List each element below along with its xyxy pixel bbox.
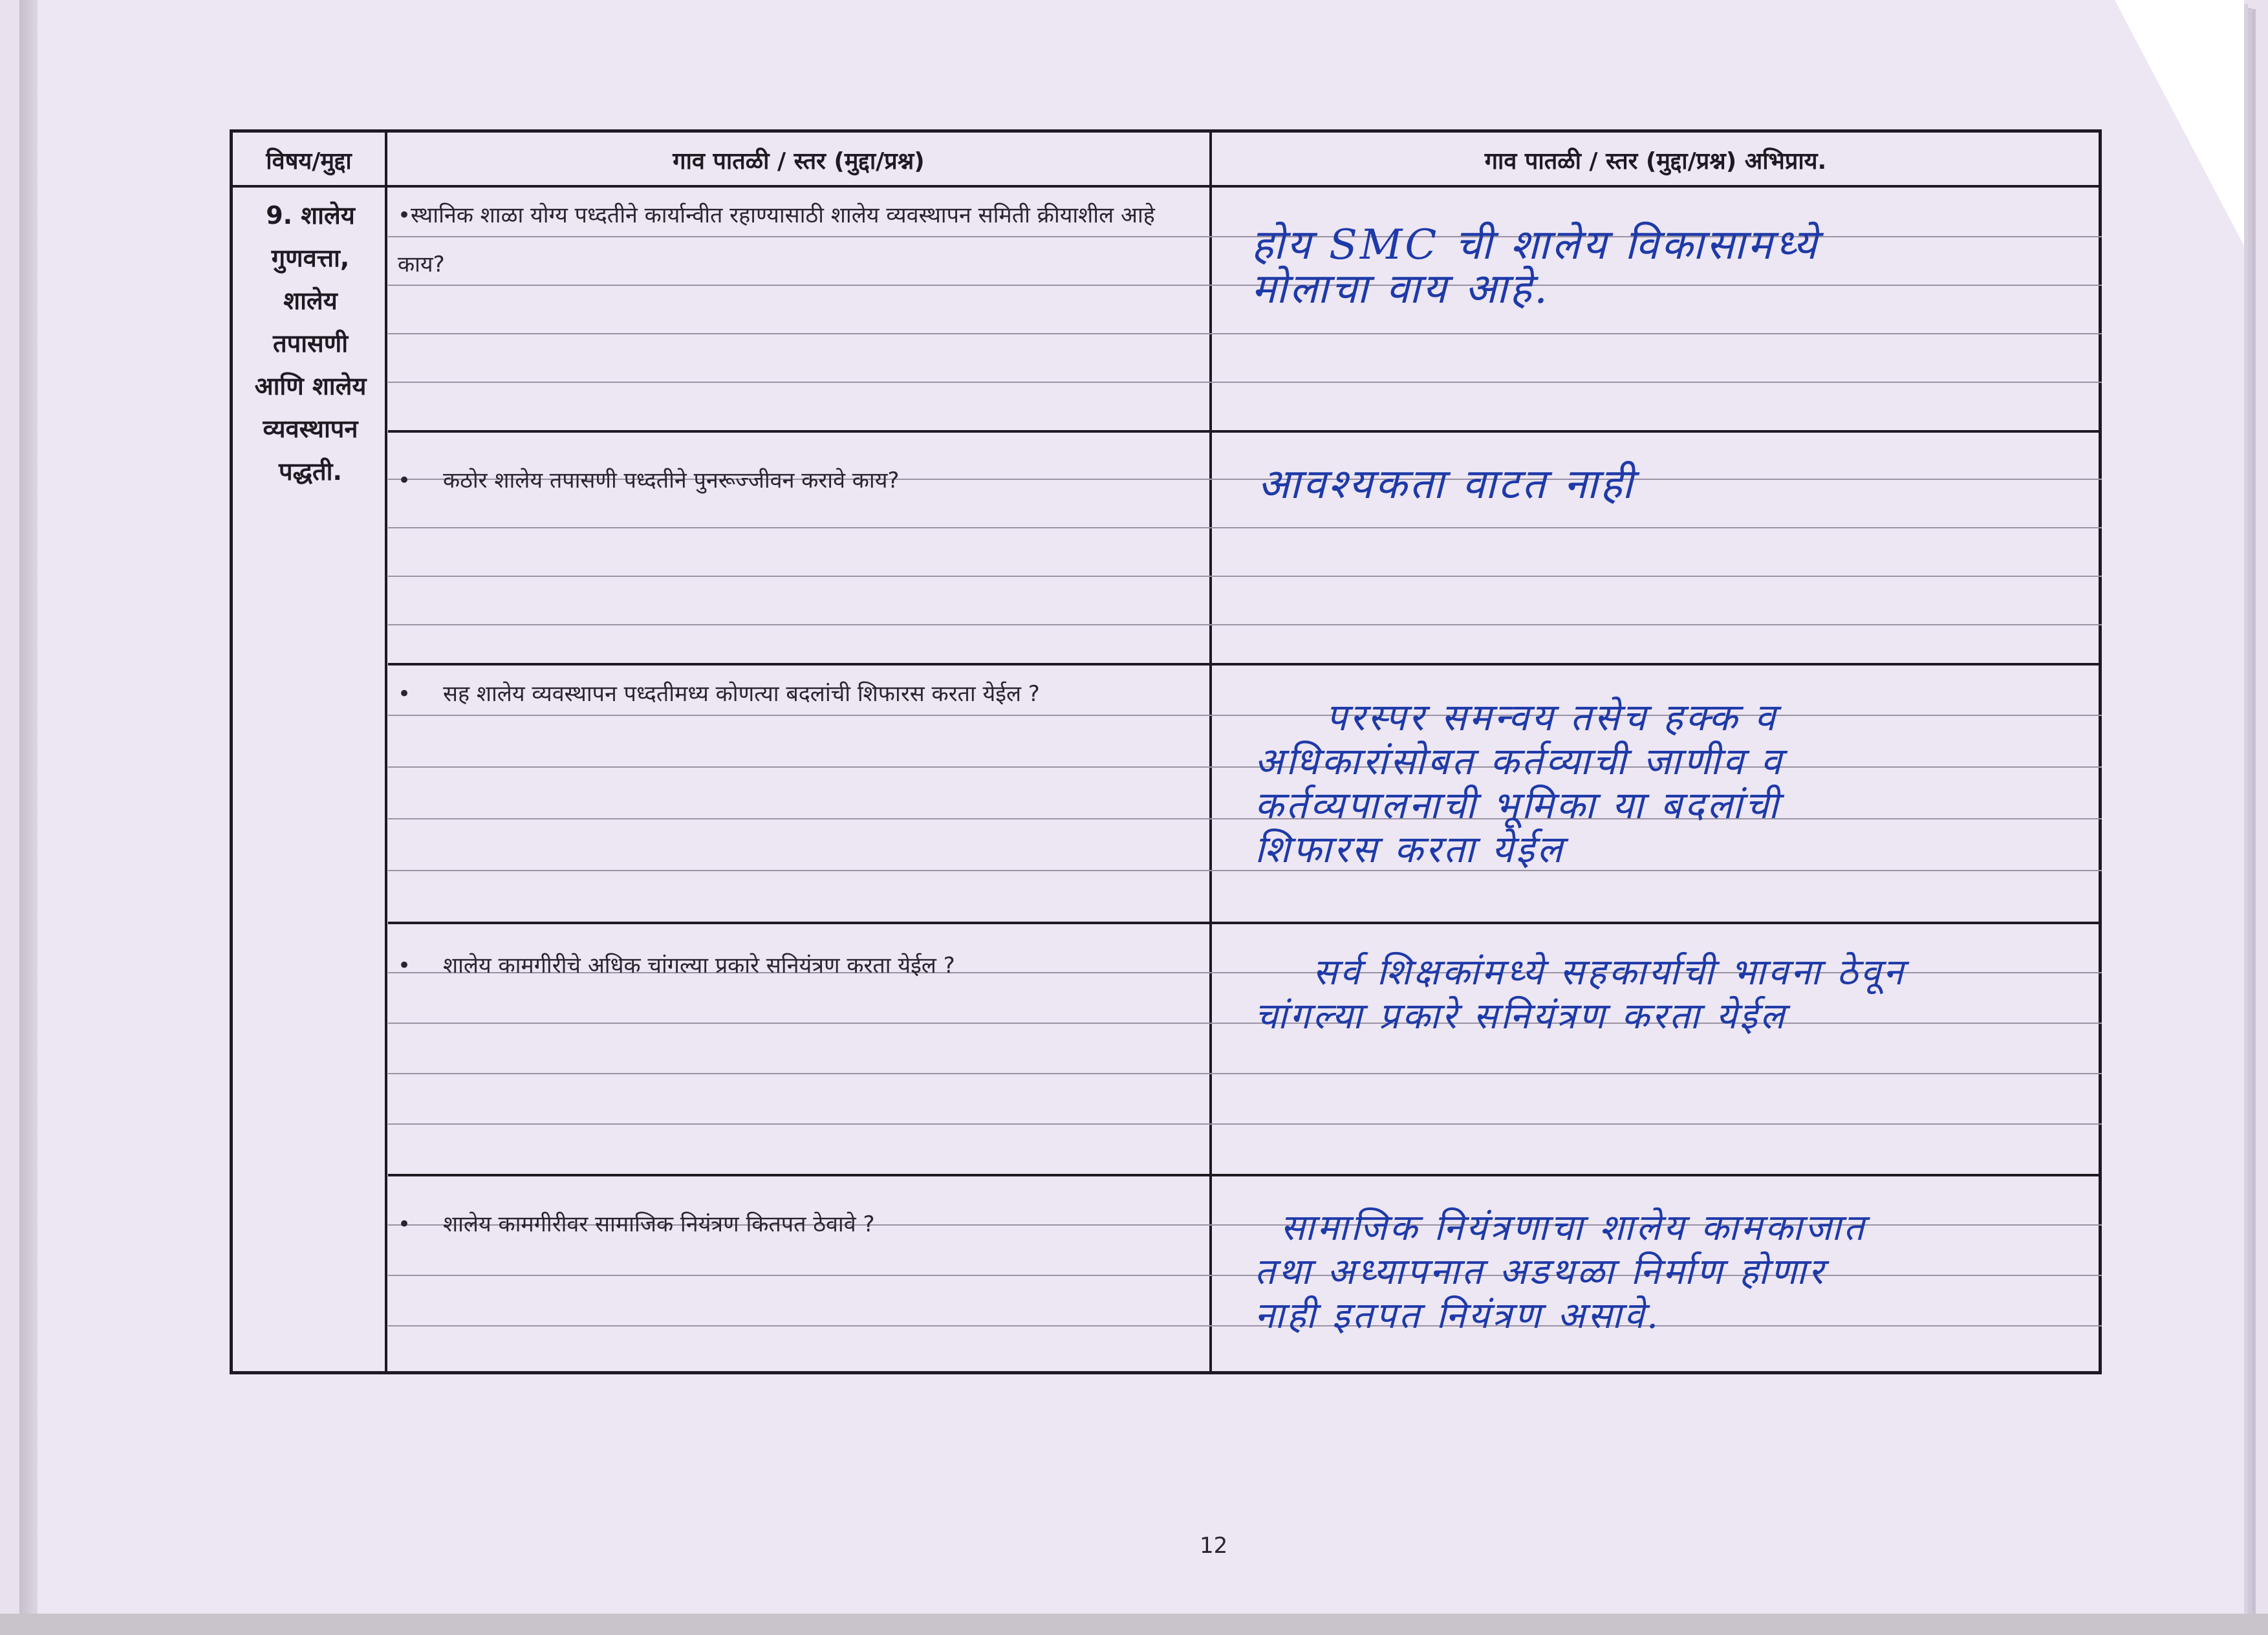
page-number: 12 [1200, 1533, 1228, 1559]
paper-stack-edge [19, 0, 38, 1614]
scanner-bottom-strip [0, 1614, 2268, 1635]
handwritten-answer: सामाजिक नियंत्रणाचा शालेय कामकाजात तथा अध्यापनात अडथळा निर्माण होणार नाही इतपत नियंत्रण असावे. [1255, 1207, 1867, 1337]
folded-corner [2115, 0, 2244, 246]
topic-cell: 9. शालेय गुणवत्ता, शालेय तपासणी आणि शालेय व्यवस्थापन पद्धती. [254, 201, 367, 486]
bullet-icon: • [398, 468, 411, 493]
table-header-row [233, 133, 2099, 188]
bullet-icon: • [398, 953, 411, 979]
handwritten-answer: होय SMC ची शालेय विकासामध्ये मोलाचा वाय आहे. [1251, 221, 1820, 313]
question-text: • सह शालेय व्यवस्थापन पध्दतीमध्य कोणत्या बदलांची शिफारस करता येईल ? [398, 669, 1174, 719]
bullet-icon: • [398, 681, 411, 707]
handwritten-answer: आवश्यकता वाटत नाही [1258, 460, 1636, 508]
handwritten-answer: परस्पर समन्वय तसेच हक्क व अधिकारांसोबत कर्तव्याची जाणीव व कर्तव्यपालनाची भूमिका या बदलांची शिफारस करता येईल [1255, 695, 1784, 871]
header-topic: विषय/मुद्दा [266, 148, 352, 175]
header-remarks: गाव पातळी / स्तर (मुद्दा/प्रश्न) अभिप्राय. [1484, 148, 1827, 175]
question-text: • शालेय कामगीरीवर सामाजिक नियंत्रण कितपत ठेवावे ? [398, 1200, 1174, 1249]
question-text: • शालेय कामगीरीचे अधिक चांगल्या प्रकारे सनियंत्रण करता येईल ? [398, 941, 1174, 990]
question-text: • कठोर शालेय तपासणी पध्दतीने पुनरूज्जीवन करावे काय? [398, 456, 1174, 505]
handwritten-answer: सर्व शिक्षकांमध्ये सहकार्याची भावना ठेवून चांगल्या प्रकारे सनियंत्रण करता येईल [1255, 951, 1906, 1037]
question-text: •स्थानिक शाळा योग्य पध्दतीने कार्यान्वीत रहाण्यासाठी शालेय व्यवस्थापन समिती क्रीयाशील आहे काय? [398, 191, 1174, 289]
bullet-icon: • [398, 1211, 411, 1237]
header-question: गाव पातळी / स्तर (मुद्दा/प्रश्न) [673, 148, 925, 175]
bullet-icon: • [398, 202, 411, 228]
